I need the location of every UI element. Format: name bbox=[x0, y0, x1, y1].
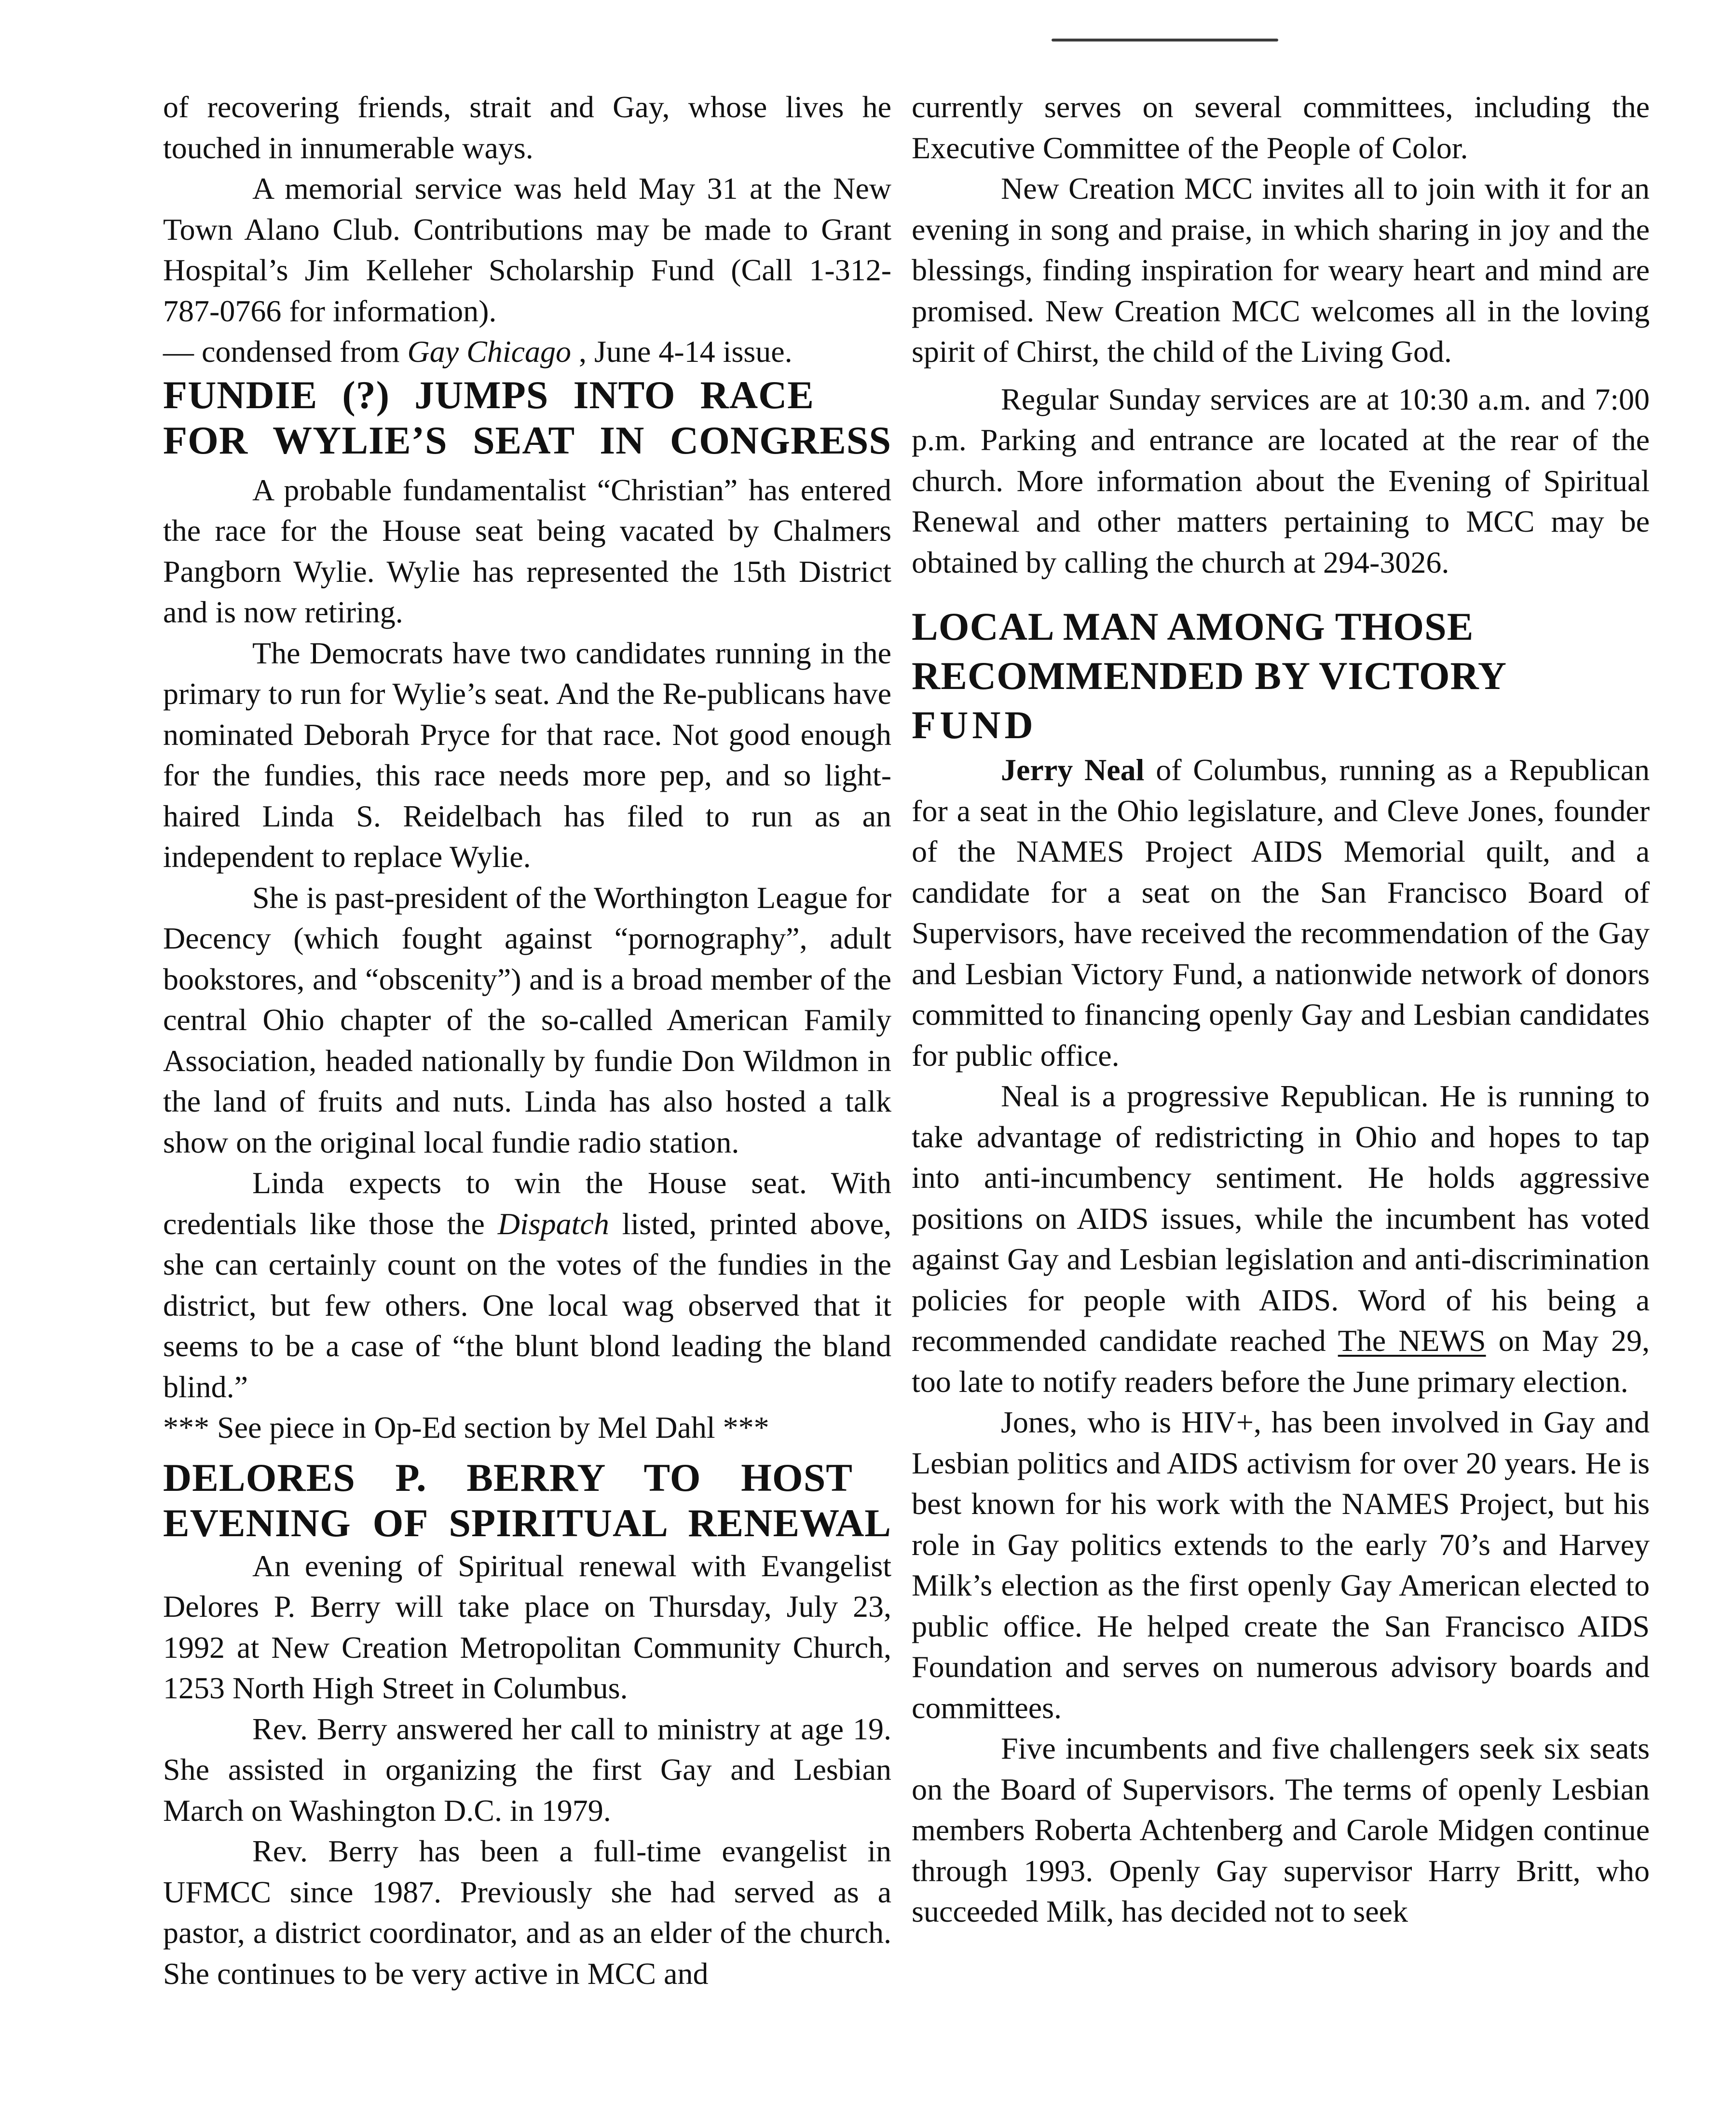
candidate-name: Jerry Neal bbox=[1001, 753, 1145, 787]
obituary-continuation: of recovering friends, strait and Gay, whose lives he touched in innumerable ways. bbox=[163, 90, 891, 165]
article-paragraph: An evening of Spiritual renewal with Evangelist Delores P. Berry will take place on Thursday, July 23, 1992 at New Creation Metropolitan Community Church, 1253 North High Street in Columbus. bbox=[163, 1548, 891, 1705]
paragraph-text: Neal is a progressive Republican. He is running to take advantage of redistricting in Ohio and hopes to tap into anti-incumbency sentiment. He holds aggressive positions on AIDS issues, while the incumbent has voted against Gay and Lesbian legislation and anti-discrimination policies for people with AIDS. Word of his being a recommended candidate reached bbox=[912, 1079, 1650, 1358]
article-paragraph bbox=[912, 750, 1650, 1076]
article-paragraph: Rev. Berry has been a full-time evangelist in UFMCC since 1987. Previously she had served as a pastor, a district coordinator, and as an elder of the church. She continues to be very active in MCC and bbox=[163, 1834, 891, 1991]
credit-suffix: , June 4-14 issue. bbox=[571, 334, 793, 369]
article-paragraph: Five incumbents and five challengers seek six seats on the Board of Supervisors. The terms of openly Lesbian members Roberta Achtenberg and Carole Midgen continue through 1993. Openly Gay supervisor Harry Britt, who succeeded Milk, has decided not to seek bbox=[912, 1731, 1650, 1928]
paragraph-text: of Columbus, running as a Republican for a seat in the Ohio legislature, and Cleve Jones, founder of the NAMES Project AIDS Memorial quilt, and a candidate for a seat on the San Francisco Board of Supervisors, have received the recommendation of the Gay and Lesbian Victory Fund, a nationwide network of donors committed to financing openly Gay and Lesbian candidates for public office. bbox=[912, 753, 1650, 1073]
headline-fundie-line1: FUNDIE (?) JUMPS INTO RACE bbox=[163, 372, 814, 417]
article-paragraph: The Democrats have two candidates running in the primary to run for Wylie’s seat. And the Re-publicans have nominated Deborah Pryce for that race. Not good enough for the fundies, this race needs more pep, and so light-haired Linda S. Reidelbach has filed to run as an independent to replace Wylie. bbox=[163, 635, 891, 874]
article-paragraph bbox=[163, 1163, 891, 1407]
source-credit bbox=[163, 331, 891, 372]
see-also-note: *** See piece in Op-Ed section by Mel Dahl *** bbox=[163, 1410, 769, 1445]
paragraph-text: listed, printed above, she can certainly count on the votes of the fundies in the district, but few others. One local wag observed that it seems to be a case of “the blunt blond leading the bland blind.” bbox=[163, 1206, 892, 1404]
headline-berry-line2: EVENING OF SPIRITUAL RENEWAL bbox=[163, 1501, 891, 1545]
credit-prefix: — condensed from bbox=[163, 334, 408, 369]
publication-name-underlined: The NEWS bbox=[1338, 1323, 1486, 1358]
paragraph-text: on May 29, too late to notify readers before the June primary election. bbox=[912, 1323, 1650, 1399]
article-paragraph bbox=[912, 1076, 1650, 1402]
article-paragraph: New Creation MCC invites all to join with it for an evening in song and praise, in which sharing in joy and the blessings, finding inspiration for weary heart and mind are promised. New Creation MCC welcomes all in the loving spirit of Chirst, the child of the Living God. bbox=[912, 171, 1650, 369]
article-paragraph: Rev. Berry answered her call to ministry at age 19. She assisted in organizing the first Gay and Lesbian March on Washington D.C. in 1979. bbox=[163, 1711, 891, 1828]
article-paragraph: currently serves on several committees, including the Executive Committee of the People of Color. bbox=[912, 90, 1650, 165]
publication-name: Dispatch bbox=[497, 1206, 609, 1241]
headline-berry-line1: DELORES P. BERRY TO HOST bbox=[163, 1455, 853, 1500]
article-paragraph: Jones, who is HIV+, has been involved in Gay and Lesbian politics and AIDS activism for over 20 years. He is best known for his work with the NAMES Project, but his role in Gay politics extends to the early 70’s and Harvey Milk’s election as the first openly Gay American elected to public office. He helped create the San Francisco AIDS Foundation and serves on numerous advisory boards and committees. bbox=[912, 1405, 1650, 1725]
right-column bbox=[912, 87, 1650, 1932]
headline-victory-line2: RECOMMENDED BY VICTORY bbox=[912, 654, 1507, 698]
headline-victory-line3: FUND bbox=[912, 703, 1037, 747]
headline-victory-line1: LOCAL MAN AMONG THOSE bbox=[912, 605, 1474, 648]
left-column bbox=[163, 87, 891, 1994]
paragraph-text: Linda expects to win the House seat. With credentials like those the bbox=[163, 1166, 891, 1241]
memorial-paragraph: A memorial service was held May 31 at the New Town Alano Club. Contributions may be made to Grant Hospital’s Jim Kelleher Scholarship Fund (Call 1-312-787-0766 for information). bbox=[163, 171, 891, 328]
article-paragraph: A probable fundamentalist “Christian” has entered the race for the House seat being vacated by Chalmers Pangborn Wylie. Wylie has represented the 15th District and is now retiring. bbox=[163, 472, 891, 629]
article-paragraph: She is past-president of the Worthington League for Decency (which fought against “pornography”, adult bookstores, and “obscenity”) and is a broad member of the central Ohio chapter of the so-called American Family Association, headed nationally by fundie Don Wildmon in the land of fruits and nuts. Linda has also hosted a talk show on the original local fundie radio station. bbox=[163, 880, 891, 1159]
credit-source: Gay Chicago bbox=[407, 334, 572, 369]
article-paragraph: Regular Sunday services are at 10:30 a.m. and 7:00 p.m. Parking and entrance are located at the rear of the church. More information about the Evening of Spiritual Renewal and other matters pertaining to MCC may be obtained by calling the church at 294-3026. bbox=[912, 382, 1650, 579]
scan-artifact-line bbox=[1052, 39, 1278, 41]
headline-fundie-line2: FOR WYLIE’S SEAT IN CONGRESS bbox=[163, 418, 891, 462]
